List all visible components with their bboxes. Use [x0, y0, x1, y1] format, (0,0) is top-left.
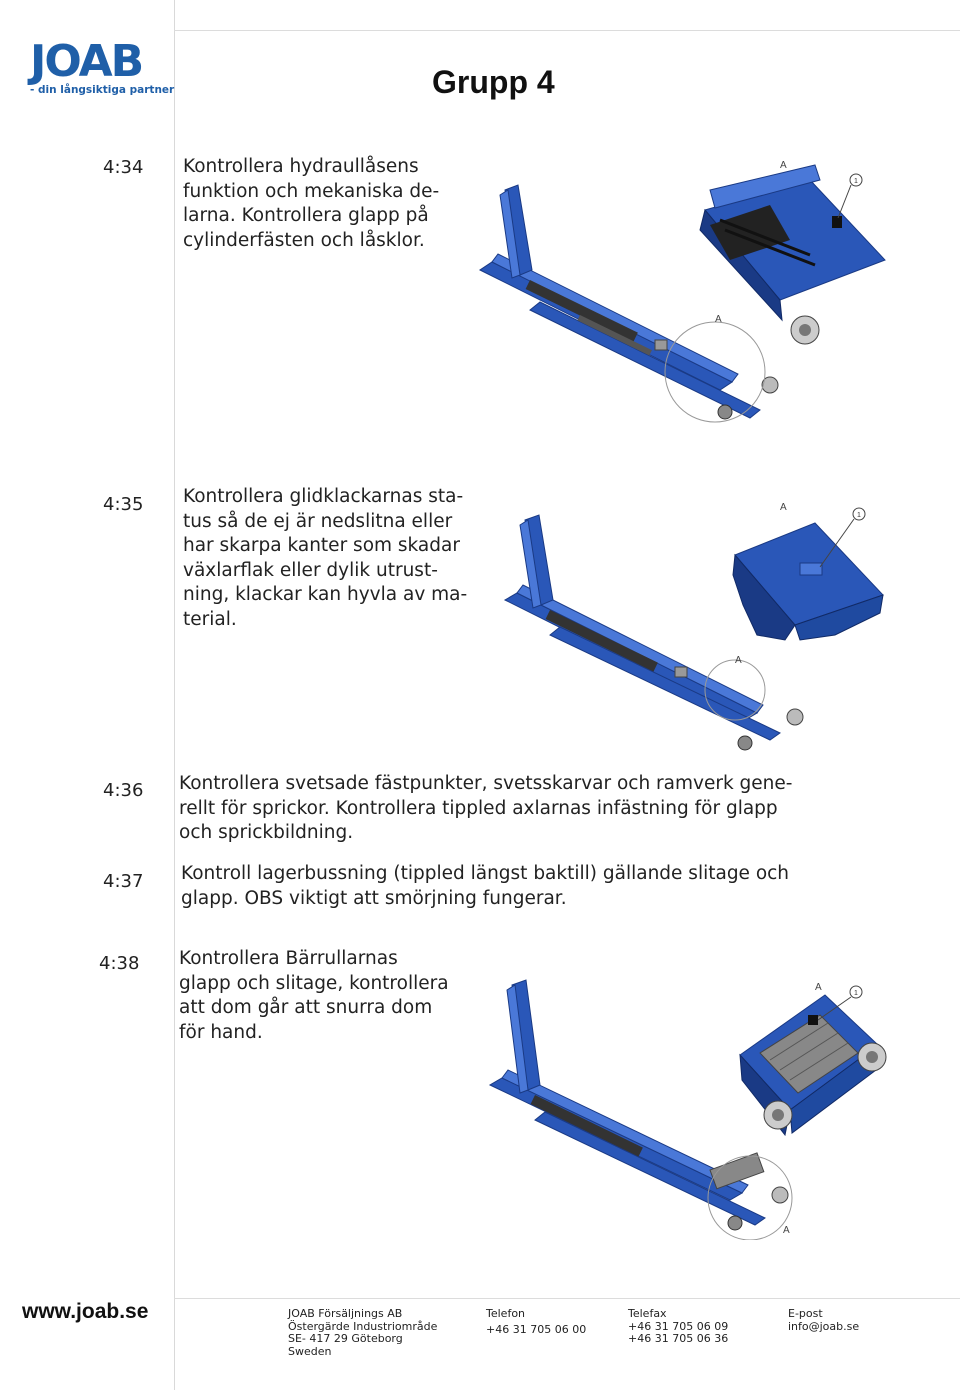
text-line: växlarflak eller dylik utrust- — [183, 559, 438, 581]
text-line: cylinderfästen och låsklor. — [183, 229, 425, 251]
joab-logo — [30, 36, 175, 98]
footer-telefax — [628, 1308, 728, 1346]
text-line: Kontrollera Bärrullarnas — [179, 948, 398, 969]
footer-divider — [174, 1298, 960, 1299]
text-line: Kontrollera hydraullåsens — [183, 156, 419, 177]
text-line: Kontrollera glidklackarnas sta- — [183, 486, 464, 507]
detail-label: A — [715, 314, 722, 325]
telefax-number: +46 31 705 06 36 — [628, 1332, 729, 1345]
text-line: tus så de ej är nedslitna eller — [183, 510, 453, 532]
hooklift-figure-lock — [470, 150, 900, 440]
text-line: glapp och slitage, kontrollera — [179, 972, 449, 994]
text-line: Kontroll lagerbussning (tippled längst baktill) gällande slitage och — [181, 863, 790, 884]
hooklift-figure-rollers — [480, 975, 905, 1240]
detail-view-drawing — [740, 995, 886, 1135]
text-line: och sprickbildning. — [179, 822, 354, 843]
callout-leader — [838, 185, 851, 218]
page-title: Grupp 4 — [432, 64, 555, 100]
text-line: Kontrollera svetsade fästpunkter, svetsskarvar och ramverk gene- — [179, 773, 793, 794]
item-number-4-34: 4:34 — [103, 157, 144, 178]
email-address: info@joab.se — [788, 1319, 860, 1333]
callout-number: 1 — [854, 990, 858, 997]
footer-company — [288, 1308, 437, 1358]
telefax-number: +46 31 705 06 09 — [628, 1319, 729, 1333]
item-number-4-38: 4:38 — [99, 953, 140, 974]
telefon-label: Telefon — [486, 1307, 526, 1320]
detail-label: A — [815, 982, 822, 993]
vertical-divider — [174, 0, 175, 1390]
item-text-4-37 — [181, 862, 789, 911]
item-text-4-36 — [179, 772, 792, 846]
item-number-4-37: 4:37 — [103, 871, 144, 892]
footer-website: www.joab.se — [22, 1300, 149, 1323]
logo-wordmark: JOAB — [30, 36, 143, 87]
telefax-label: Telefax — [628, 1307, 667, 1320]
detail-view-drawing — [733, 523, 883, 640]
email-label: E-post — [788, 1307, 823, 1320]
company-line: Östergärde Industriområde — [288, 1319, 438, 1333]
text-line: glapp. OBS viktigt att smörjning fungerar. — [181, 887, 567, 909]
footer-email — [788, 1308, 859, 1333]
item-number-4-36: 4:36 — [103, 780, 144, 801]
detail-label: A — [735, 655, 742, 666]
detail-label: A — [783, 1225, 790, 1236]
text-line: rellt för sprickor. Kontrollera tippled axlarnas infästning för glapp — [179, 797, 778, 819]
logo-tagline: - din långsiktiga partner — [30, 84, 175, 96]
callout-number: 1 — [857, 512, 861, 519]
detail-label: A — [780, 160, 787, 171]
text-line: terial. — [183, 608, 237, 630]
item-text-4-34 — [183, 155, 439, 253]
hooklift-figure-skid — [495, 495, 895, 755]
hooklift-frame-drawing — [490, 980, 788, 1230]
telefon-number: +46 31 705 06 00 — [486, 1322, 587, 1336]
item-number-4-35: 4:35 — [103, 494, 144, 515]
footer-telefon — [486, 1308, 586, 1336]
text-line: för hand. — [179, 1021, 263, 1043]
text-line: ning, klackar kan hyvla av ma- — [183, 584, 468, 605]
item-text-4-38 — [179, 947, 449, 1045]
item-text-4-35 — [183, 485, 467, 632]
company-line: SE- 417 29 Göteborg — [288, 1332, 403, 1345]
text-line: har skarpa kanter som skadar — [183, 535, 460, 556]
company-line: Sweden — [288, 1344, 332, 1358]
detail-label: A — [780, 502, 787, 513]
text-line: larna. Kontrollera glapp på — [183, 205, 429, 226]
detail-view-drawing — [700, 165, 885, 344]
text-line: att dom går att snurra dom — [179, 997, 433, 1018]
callout-number: 1 — [854, 178, 858, 185]
header-divider — [174, 30, 960, 31]
text-line: funktion och mekaniska de- — [183, 180, 440, 202]
company-line: JOAB Försäljnings AB — [288, 1307, 403, 1320]
